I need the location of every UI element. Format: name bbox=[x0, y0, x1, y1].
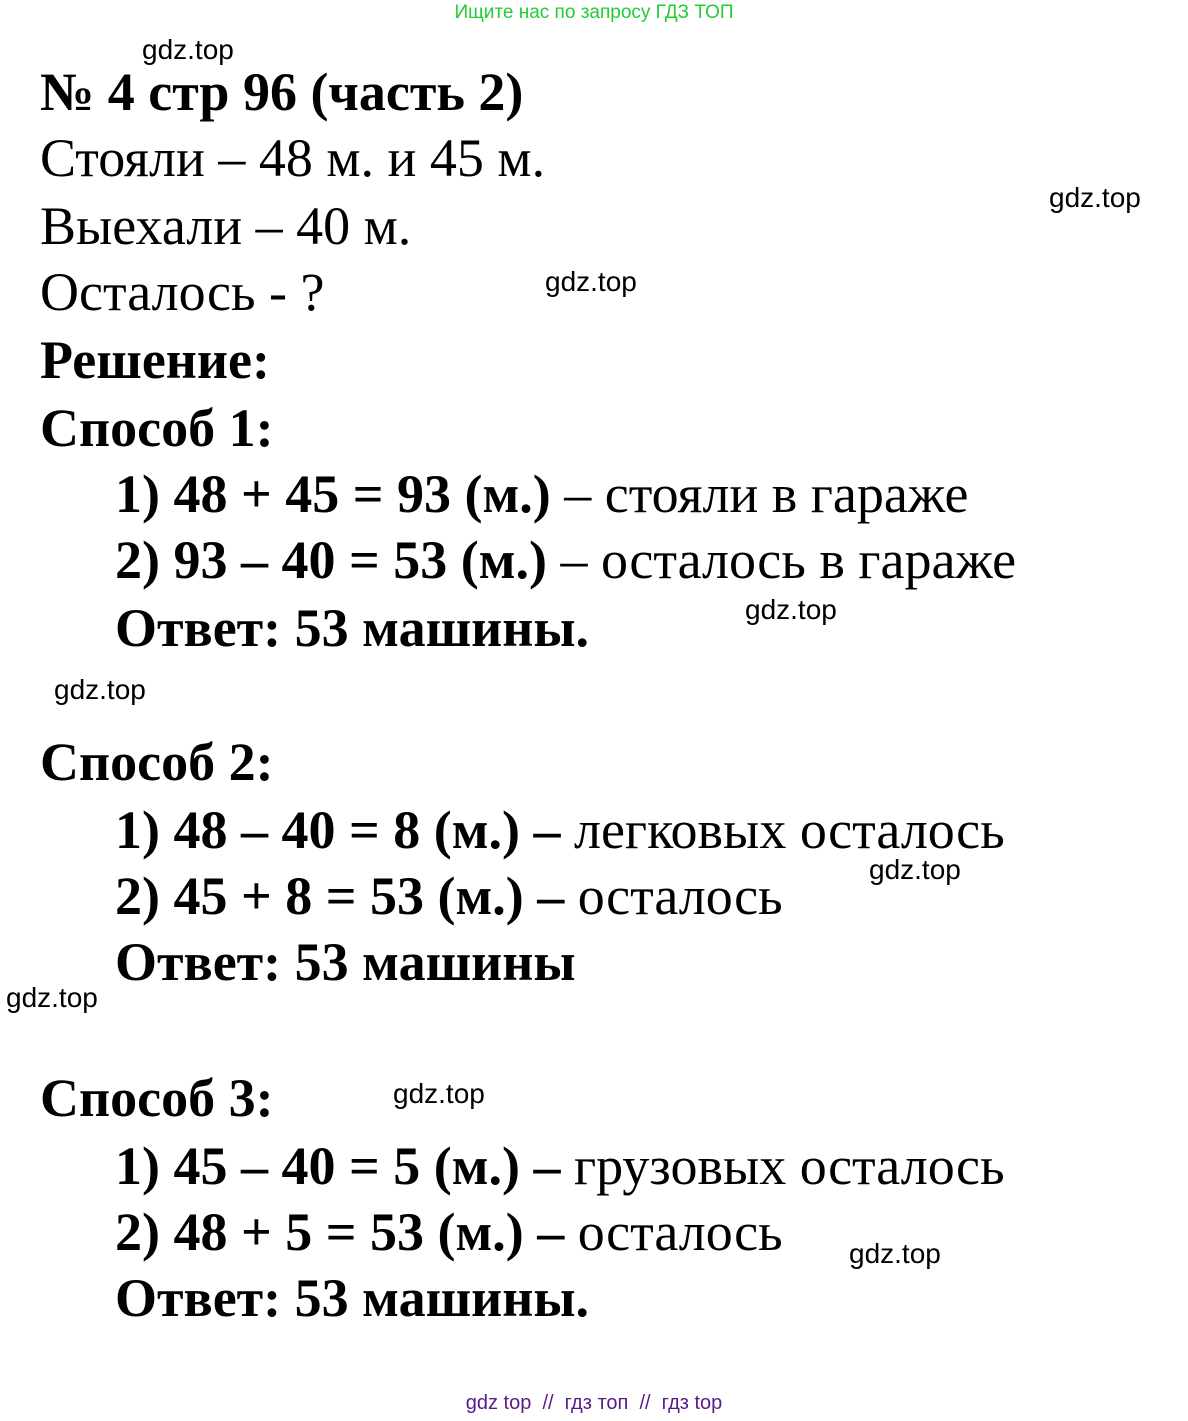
step-note: легковых осталось bbox=[560, 800, 1005, 860]
search-hint-link[interactable]: Ищите нас по запросу ГДЗ ТОП bbox=[454, 2, 734, 23]
solution-step bbox=[115, 800, 1005, 860]
watermark: gdz.top bbox=[142, 34, 234, 65]
method-heading: Способ 3: bbox=[40, 1068, 274, 1128]
watermark: gdz.top bbox=[545, 266, 637, 297]
watermark: gdz.top bbox=[6, 982, 98, 1013]
condition-line: Стояли – 48 м. и 45 м. bbox=[40, 128, 546, 188]
watermark: gdz.top bbox=[869, 854, 961, 885]
watermark: gdz.top bbox=[849, 1238, 941, 1269]
step-note: – осталось в гараже bbox=[547, 530, 1017, 590]
solution-step bbox=[115, 866, 783, 926]
watermark: gdz.top bbox=[1049, 182, 1141, 213]
step-expression: 1) 48 + 45 = 93 (м.) bbox=[115, 464, 551, 524]
condition-line: Выехали – 40 м. bbox=[40, 196, 412, 256]
answer: Ответ: 53 машины. bbox=[115, 1268, 590, 1328]
step-expression: 1) 48 – 40 = 8 (м.) – bbox=[115, 800, 561, 860]
condition-line: Осталось - ? bbox=[40, 262, 325, 322]
step-note: – стояли в гараже bbox=[550, 464, 969, 524]
watermark: gdz.top bbox=[393, 1078, 485, 1109]
step-expression: 1) 45 – 40 = 5 (м.) – bbox=[115, 1136, 561, 1196]
step-note: осталось bbox=[564, 866, 783, 926]
step-note: грузовых осталось bbox=[560, 1136, 1005, 1196]
answer: Ответ: 53 машины. bbox=[115, 598, 590, 658]
answer: Ответ: 53 машины bbox=[115, 932, 576, 992]
step-note: осталось bbox=[564, 1202, 783, 1262]
solution-step bbox=[115, 464, 968, 524]
footer-links[interactable]: gdz top // гдз топ // гдз top bbox=[465, 1392, 723, 1414]
solution-heading: Решение: bbox=[40, 330, 270, 390]
watermark: gdz.top bbox=[54, 674, 146, 705]
step-expression: 2) 48 + 5 = 53 (м.) – bbox=[115, 1202, 565, 1262]
method-heading: Способ 2: bbox=[40, 732, 274, 792]
method-heading: Способ 1: bbox=[40, 398, 274, 458]
task-title: № 4 стр 96 (часть 2) bbox=[40, 62, 524, 122]
step-expression: 2) 45 + 8 = 53 (м.) – bbox=[115, 866, 565, 926]
watermark: gdz.top bbox=[745, 594, 837, 625]
solution-step bbox=[115, 1202, 783, 1262]
step-expression: 2) 93 – 40 = 53 (м.) bbox=[115, 530, 547, 590]
solution-step bbox=[115, 1136, 1005, 1196]
solution-step bbox=[115, 530, 1016, 590]
